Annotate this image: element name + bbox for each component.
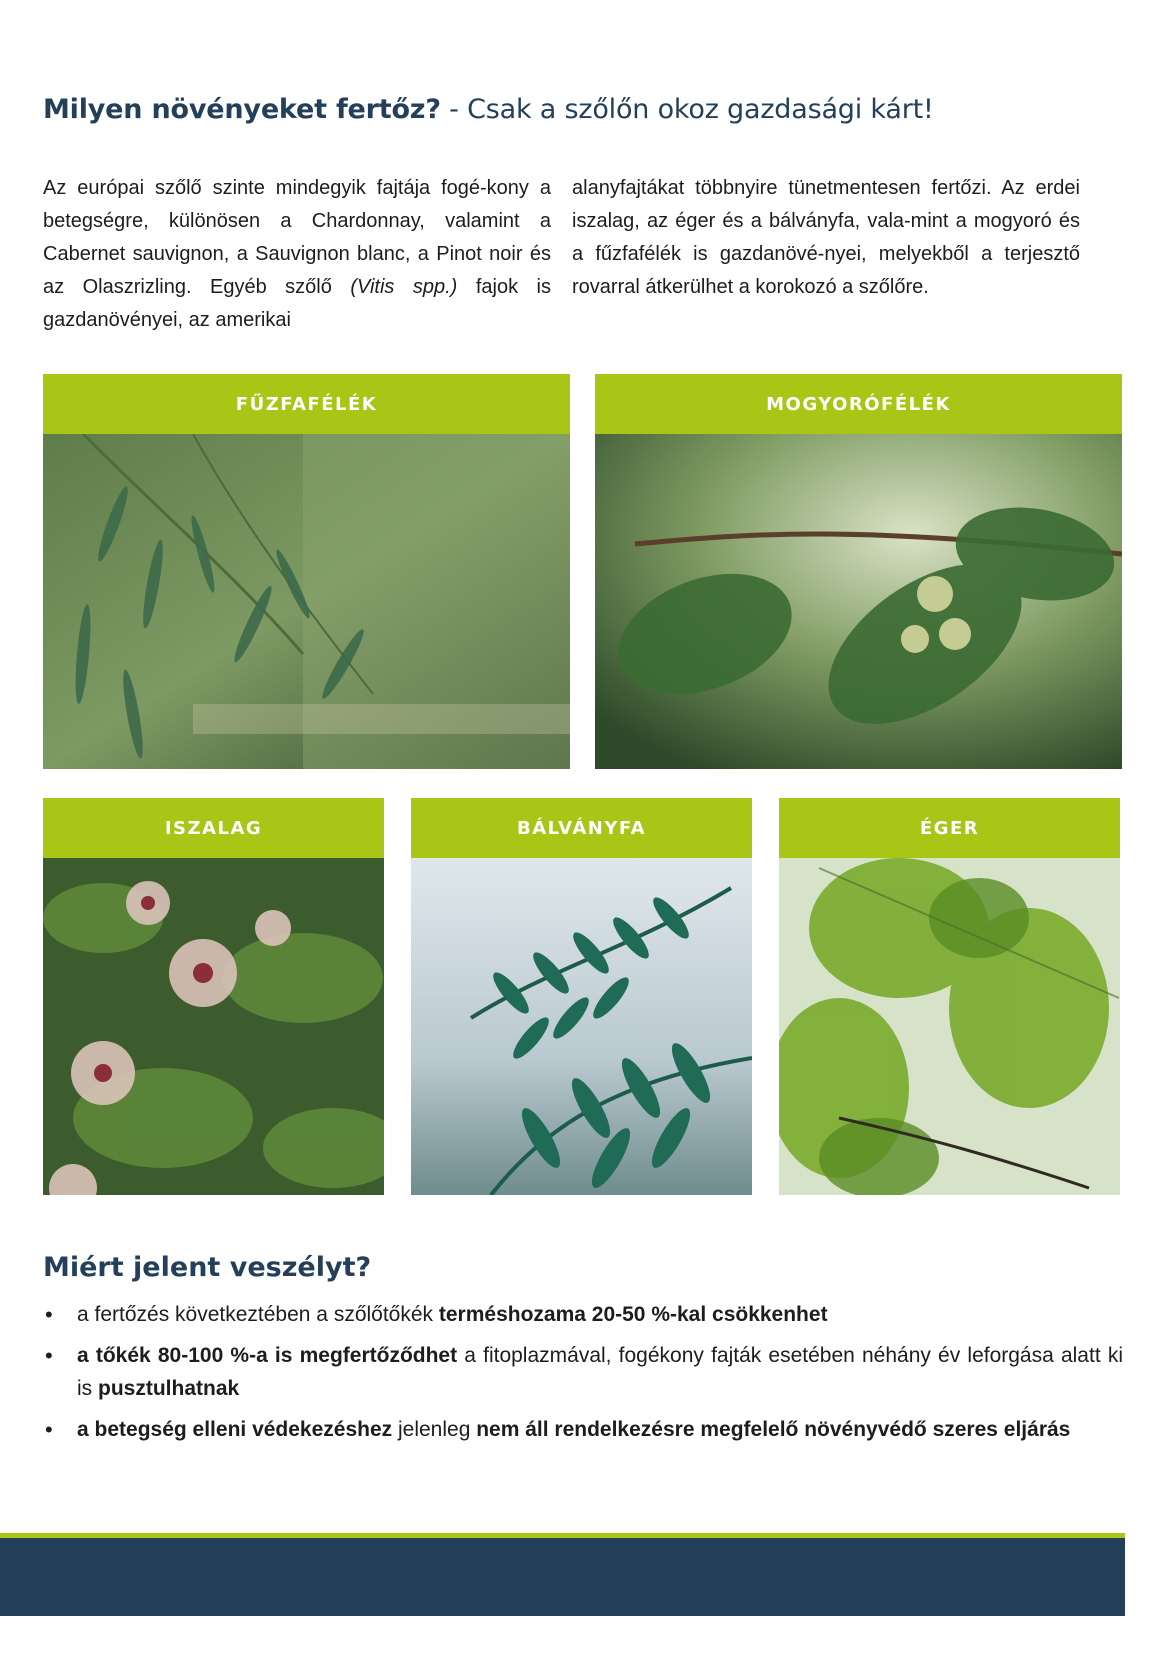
clematis-photo [43,858,384,1195]
hazel-photo [595,434,1122,769]
plant-label-ailanthus: BÁLVÁNYFA [411,798,752,858]
list-item: • a betegség elleni védekezéshez jelenleg nem áll rendelkezésre megfelelő növényvédő szeres eljárás [43,1413,1123,1446]
plant-label-alder: ÉGER [779,798,1120,858]
latin-name: (Vitis spp.) [350,276,458,298]
plant-label-hazel: MOGYORÓFÉLÉK [595,374,1122,434]
willow-photo [43,434,570,769]
section-heading: Milyen növényeket fertőz? - Csak a szőlőn okoz gazdasági kárt! [43,94,934,125]
danger-heading: Miért jelent veszélyt? [43,1252,372,1283]
plant-label-clematis: ISZALAG [43,798,384,858]
alder-photo [779,858,1120,1195]
intro-column-right: alanyfajtákat többnyire tünetmentesen fertőzi. Az erdei iszalag, az éger és a bálványfa, vala-mint a mogyoró és a fűzfafélék is gazdanövé-nyei, melyekből a terjesztő rovarral átkerülhet a korokozó a szőlőre. [572,177,1080,298]
ailanthus-photo [411,858,752,1195]
list-item: • a fertőzés következtében a szőlőtőkék terméshozama 20-50 %-kal csökkenhet [43,1298,1123,1331]
list-item: • a tőkék 80-100 %-a is megfertőződhet a fitoplazmával, fogékony fajták esetében néhány év leforgása alatt ki is pusztulhatnak [43,1339,1123,1405]
footer-bar [0,1538,1125,1616]
danger-list [43,1298,1123,1454]
plant-label-willow: FŰZFAFÉLÉK [43,374,570,434]
intro-column-left: Az európai szőlő szinte mindegyik fajtája fogé-kony a betegségre, különösen a Chardonnay, valamint a Cabernet sauvignon, a Sauvignon blanc, a Pinot noir és az Olaszrizling. Egyéb szőlő (Vitis spp.) fajok is gazdanövényei, az amerikai [43,177,551,331]
